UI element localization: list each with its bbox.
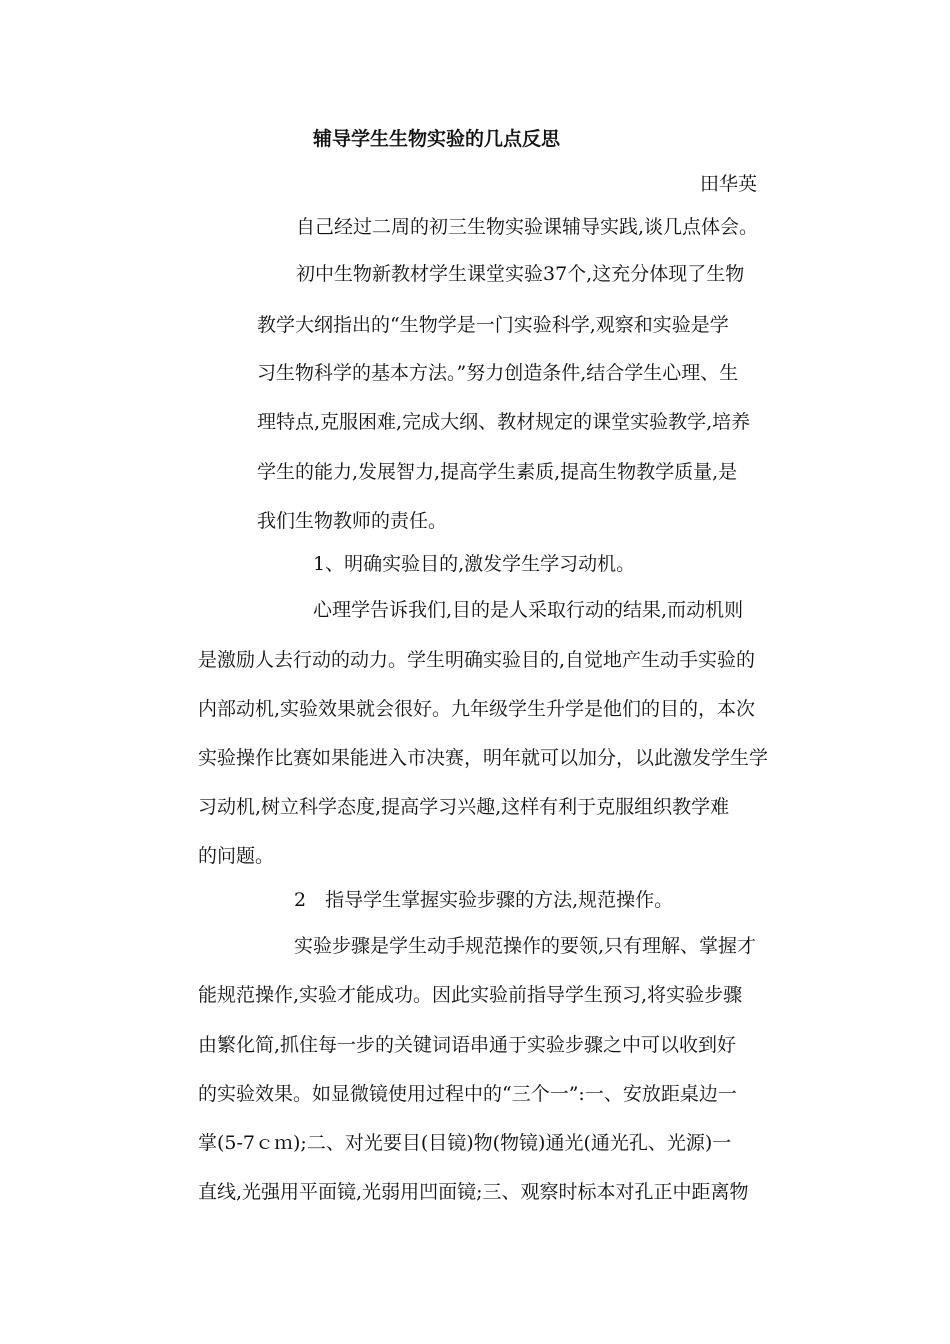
section-heading: 1、明确实验目的,激发学生学习动机。 [313,553,636,575]
paragraph-line: 实验操作比赛如果能进入市决赛，明年就可以加分，以此激发学生学 [198,747,769,769]
paragraph-line: 习动机,树立科学态度,提高学习兴趣,这样有利于克服组织教学难 [198,796,730,818]
paragraph-line: 心理学告诉我们,目的是人采取行动的结果,而动机则 [313,599,744,621]
paragraph-line: 内部动机,实验效果就会很好。九年级学生升学是他们的目的，本次 [198,698,756,720]
paragraph-line: 掌(5-7ｃｍ);二、对光要目(目镜)物(物镜)通光(通光孔、光源)一 [198,1132,732,1154]
paragraph-line: 初中生物新教材学生课堂实验37个,这充分体现了生物 [296,263,745,285]
section-heading: 2 指导学生掌握实验步骤的方法,规范操作。 [294,889,674,911]
paragraph-line: 是激励人去行动的动力。学生明确实验目的,自觉地产生动手实验的 [198,649,756,671]
paragraph-line: 我们生物教师的责任。 [257,510,448,532]
paragraph-line: 习生物科学的基本方法。”努力创造条件,结合学生心理、生 [257,362,739,384]
paragraph-line: 教学大纲指出的“生物学是一门实验科学,观察和实验是学 [257,314,729,336]
paragraph-line: 的问题。 [198,845,275,867]
paragraph-line: 能规范操作,实验才能成功。因此实验前指导学生预习,将实验步骤 [198,984,743,1006]
paragraph-line: 的实验效果。如显微镜使用过程中的“三个一”:一、安放距桌边一 [198,1083,737,1105]
paragraph-line: 学生的能力,发展智力,提高学生素质,提高生物教学质量,是 [257,461,738,483]
paragraph-line: 理特点,克服困难,完成大纲、教材规定的课堂实验教学,培养 [257,411,751,433]
paragraph-line: 直线,光强用平面镜,光弱用凹面镜;三、观察时标本对孔正中距离物 [198,1181,749,1203]
paragraph-line: 自己经过二周的初三生物实验课辅导实践,谈几点体会。 [296,216,759,238]
document-author: 田华英 [700,173,758,195]
paragraph-line: 由繁化简,抓住每一步的关键词语串通于实验步骤之中可以收到好 [198,1034,737,1056]
paragraph-line: 实验步骤是学生动手规范操作的要领,只有理解、掌握才 [294,935,757,957]
document-title: 辅导学生生物实验的几点反思 [313,128,561,150]
